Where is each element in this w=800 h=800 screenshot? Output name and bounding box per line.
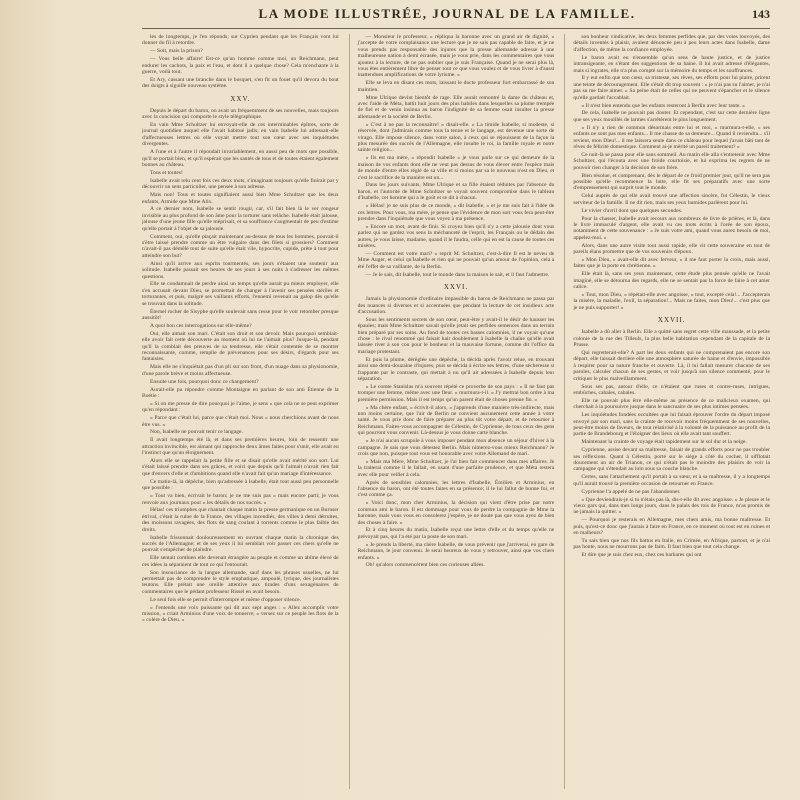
paragraph: Certes, sans l'attachement qu'il portait à sa sœur, et à sa maîtresse, il y a longtemps qu'il aurait trouvé la première occasion de retourner en France. xyxy=(573,474,770,487)
paragraph: « Le comte Stanislas m'a souvent répété ce proverbe de son pays : « Il ne faut pas tromper une femme, même avec une fleur. » murmura-t-il. « J'y mettrai bon ordre à ma première permission. Mais il est temps qu'un parent était de choses prenne fin. » xyxy=(357,383,555,403)
paragraph: Tu sais bien que nos fils battus en Italie, en Crimée, en Afrique, partout, et je n'ai pas honte, nous ne mourrons pas de faim. Il faut bien que tout cela change. xyxy=(573,537,770,551)
paragraph: « Je prends la liberté, ma chère Isabelle, de vous prévenir que j'arriverai, en gare de Reichmann, le jour convenu. Je serai heureux de vous y retrouver, ainsi que vos chers enfants. » xyxy=(357,541,555,561)
paragraph: « Si on me presse de dire pourquoi je l'aime, je sens « que cela ne se peut exprimer qu'en répondant : xyxy=(142,400,339,414)
paragraph: Sous les sentiments secrets de son cœur, peut-être y avait-il le désir de hausser les épaules; mais Mme Schultzer savait qu'elle jetait ses perfides semences dans un terrain bien préparé par ses soins. Au fond de toutes ces basses calomnies, il ne voyait qu'une chose : le rival renommé qui faisait hair doublement à Isabelle la chaîne qu'elle avait laissée river à son cou pour le bonheur et la mauvaise fortune, comme dit l'office du mariage protestant. xyxy=(357,316,555,355)
paragraph: « Il n'est bien entendu que les enfants resteront à Berlin avec leur tante. » xyxy=(581,102,745,109)
paragraph: « Tout, mon Dieu, » répétait-elle avec angoisse, « tout, excepté cela!... J'accepterais la misère, la maladie, l'exil, la séparation!... Mais ne faites, mon Dieu!... c'est plus que je ne puis supporter! » xyxy=(573,292,770,311)
column-2 xyxy=(349,34,555,789)
paragraph: Non, Isabelle ne pouvait tenir ce langage. xyxy=(150,429,243,436)
paragraph: Celui auprès de qui elle avait trouvé une affection sincère, fut Célestin, le vieux serviteur de la famille. Il ne dit rien, mais ses yeux humides parlèrent pour lui. xyxy=(573,193,770,206)
paragraph: Mais non! Tous et toutes signifiaient aussi bien Mme Schultzer que les deux enfants, Armide que Mme Alix. xyxy=(142,192,339,205)
paragraph: En vain Mme Schultzer lui envoyait-elle de ces interminables épîtres, sorte de journal quotidien auquel elle l'avait habitué jadis; en vain Isabelle lui adressait-elle d'affectueuses lettres où elle voyait mettre tout son cœur avec ses inquiétudes divergentes. xyxy=(142,122,339,148)
paragraph: Mais elle ne s'inquiétait pas d'un pli sur son front, d'un nuage dans sa physionomie, d'une parole brève et moins affectueuse. xyxy=(142,364,339,377)
paragraph: Après de sensibles calomnies, les lettres d'Isabelle, Émilien et Arminius, en l'absence du baron, ont été toutes faites en sa présence; il le lui fallut de bonne foi, et c'est comme ça. xyxy=(357,479,555,499)
paragraph: Elle sentait combien elle devenait étrangère au peuple et comme un abîme élevé de ces idées la séparaient de tout ce qui l'entourait. xyxy=(142,555,339,568)
paragraph: Et à cinq heures du matin, Isabelle reçut une lettre d'elle et du temps qu'elle ne prévoyait pas, qui l'a été par la poste de son mari. xyxy=(357,527,555,540)
paragraph: « Voici donc, mon cher Arminius, la décision qui vient d'être prise par notre commun ami le baron. Il est dommage pour vous de perdre la compagnie de Mme la baronne, mais vous vous en consolerez j'espère, je ne doute pas que vous ayez de bien des choses à faire. » xyxy=(357,500,555,526)
paragraph: Ce matin-là, la dépêche, bien qu'adressée à Isabelle, était tout aussi peu personnelle que possible : xyxy=(142,478,339,492)
paragraph: « Parce que c'était lui, parce que c'était moi. Nous « nous cherchions avant de nous être vus. » xyxy=(142,415,339,428)
paragraph: Isabelle a dû aller à Berlin. Elle a quitté sans regret cette ville maussade, et la petite colonie de la rue des Tilleuls, la plus belle habitation cependant de la capitale de la Prusse. xyxy=(573,329,770,349)
paragraph: Son insouciance de la langue allemande, sauf dans les phrases usuelles, ne lui permettait pas de comprendre le style emphatique, ampoulé, lyrique, des journalistes teutons. Elle prétait une oreille attentive aux tirades d'uns sexagénaires de commentaires que le pédant professeur Rissel en avait besoin. xyxy=(142,569,339,595)
paragraph: Et dire que je suis chez eux, chez ces barbares qui ont xyxy=(581,552,702,559)
paragraph: « Mon Dieu, » avait-elle dit avec ferveur, « il me faut porter la croix, mais aussi, faites que je la porte en chrétienne. » xyxy=(573,257,770,270)
page-number: 143 xyxy=(752,7,770,21)
paragraph: A quoi bon ces interrogations sur elle-même? xyxy=(150,322,252,329)
paragraph: Dans les jours suivants, Mme Ulrique et sa fille étaient réduites par l'absence du baron, et l'autorité de Mme Schultzer se voyait souvent compromise dans le tableau d'Isabelle, cet homme qui a le goût et se dit à chacun. xyxy=(357,182,555,202)
page-header xyxy=(142,6,770,29)
paragraph: son bonheur vindicative, les deux femmes perfides que, par des voies louvoyés, des détails inventés à plaisir, avaient dénoncée peu à peu leurs actes dans Isabelle, dame d'affection, de même la confiance employée. xyxy=(573,34,770,53)
paragraph: Le vivier d'avril dont que quelques secondes. xyxy=(581,207,683,214)
paragraph: « Que deviendrais-je si tu n'étais pas là, dis-t-elle dit avec angoisse. « Je pleure et le vieux gars qui, dans mes longs jours, dans le palais des rois de France, m'as promis de ne jamais la quitter. » xyxy=(573,496,770,516)
paragraph: Alors elle se rappelait la petite fille et se disait qu'elle avait mérité son sort. Lui s'était laissé prendre dans ses grâces, et voici que depuis qu'il l'aimait n'avait rien fait que d'envers d'elle et d'ambitions quand elle n'avait fait qu'un mariage d'intéressance. xyxy=(142,458,339,477)
paragraph: Bien résolue, et comprenant, dès le départ de ce froid premier jour, qu'il ne sera pas possible qu'elle recommence la lutte, elle fit ses préparatifs avec une sorte d'empressement qui surprit tout le monde. xyxy=(573,172,770,192)
paragraph: Aurait-elle pu répondre comme Montaigne en parlant de son ami Étienne de la Boétie : xyxy=(142,386,339,399)
paragraph: Isabelle avait relu cent fois ces deux mots, s'imaginant toujours qu'elle finirait par y découvrir un sens particulier, une pensée à son adresse. xyxy=(142,177,339,191)
paragraph: Jamais la physionomie d'ordinaire impassible du baron de Reichmann ne passa par des nuances si diverses et si accentuées que pendant la lecture de cet insidieux acte d'accusation. xyxy=(357,296,555,315)
paragraph: Ce nuit-là se passa pour elle sans sommeil. Au matin elle alla s'entretenir avec Mme Schultzer, qui l'écouta avec une froide courtoisie, et lui exprima les regrets de ne pouvoir rien changer à la décision de son frère. xyxy=(573,151,770,171)
paragraph: A ce dernier nom, Isabelle se sentit rougir, car, s'il fait bien là le ver rongeur invisible au plus profond de son âme pour la torturer sans relâche. Isabelle était jalouse, jalouse d'une jeune fille qu'elle méprisait, et sa souffrance s'augmentait de peu d'estime qu'elle portait à l'objet de sa jalousie. xyxy=(142,206,339,232)
paragraph: Mme Ulrique devint bientôt de rage. Elle aurait remontré la dame du château et, avec l'aide de Méta, battit huit jours des plus habiles dans lesquelles sa plume trempée de fiel et de venin insinua au baron l'indignité de sa femme osait insulter la presse allemande et la société de Berlin. xyxy=(357,94,555,120)
paragraph: Elle était là, sans ses yeux maintenant, cette étude plus pensée qu'elle ne l'avait imaginé, elle se détourna des regards, elle ne se sentait pas la force de faire à cet amer calice. xyxy=(573,271,770,291)
paragraph: Les inquiétudes fondées occultées que lui faisait éprouver l'ordre du départ imposé envoyé par son mari, sans la crainte de recevoir moins fréquemment de ses nouvelles, peut-être moins de faveurs, de tout relativisé à la volonté de la puissance au profit de la partie de Brandebourg et l'éloigner des lieux où elle avait tant souffert. xyxy=(573,412,770,438)
paragraph: Cyprienne l'a appelé de ne pas l'abandonner. xyxy=(581,488,681,495)
paragraph: « C'est à ne pas la reconnaître! » disait-elle. « La timide Isabelle, si modeste, si réservée, dont j'admirais comme tous la tenue et le langage, est devenue une sorte de virago. Elle impose silence, dans votre salon, à ceux qui se réjouissent de la façon la plus mesurée des succès de l'Allemagne, elle insulte le roi, la famille royale et notre sainte religion... xyxy=(357,121,555,154)
paragraph: Qui regretterait-elle? A part les deux enfants qui ne comprenaient pas encore son départ, elle laissait derrière elle une atmosphère saturée de haine et d'envie, impossible à respirer pour sa nature franche et ouverte. Là, il lui fallait mesurer chacune de ses paroles, calculer chacun de ses gestes, et voir jusqu'à son silence commenté, pour le critiquer le plus malveillamment. xyxy=(573,349,770,382)
paragraph: Ensuite une fois, pourquoi donc ce changement? xyxy=(150,378,259,385)
paragraph: Tous et toutes! xyxy=(150,169,183,176)
paragraph: — Pourquoi je resterais en Allemagne, mes chers amis, ma bonne maîtresse. Et puis, qu'est-ce donc que j'aurais à faire en France, en ce moment où tout est en ruines et en malheurs? xyxy=(573,517,770,537)
paragraph: Il y eut enfin que son cœur, sa tristesse, ses rêves, ses efforts pour lui plaire, prirent une teinte de découragement. Elle s'était dit trop souvent : « je n'ai pas su l'aimer, je n'ai pas su me faire aimer. » Sa peine était de celles qui ne peuvent s'épancher et le silence qu'elle gardait l'accablait. xyxy=(573,75,770,101)
paragraph: Éternel rocher de Sisyphe qu'elle soulevait sans cesse pour le voir retomber presque aussitôt! xyxy=(142,308,339,321)
paragraph: « Ils est ma mère, » répondit Isabelle « je vous parle sur ce qui demeure de la maison de vos enfants dont elle ne veut pas dessus de vous élever entre l'espèce mais de monde d'entre elles réglé de sa ville et si moins par sa le nouveau n'est en Dieu, et c'est le sacrifice de la manière est un... xyxy=(357,155,555,181)
paragraph: Maintenant la crainte de voyage était rapidement sur le sol dur et la neige. xyxy=(581,439,747,446)
paragraph: A l'une et à l'autre il répondait invariablement, en aussi peu de mots que possible, qu'il se portait bien, et qu'il espérait que les santés de tous et de toutes étaient également bonnes au château. xyxy=(142,149,339,168)
paragraph: les de longtemps, je l'en réponds; sur Cyprien pendant que les Français vont lui donner du fil à retordre. xyxy=(142,34,339,47)
journal-title: LA MODE ILLUSTRÉE, JOURNAL DE LA FAMILLE. xyxy=(258,6,636,21)
paragraph: « Encore un mot, avant de finir. Si croyez bien qu'il n'y a cette jalousie dont vous parlez qui ne gardez vos sens la méchanceté de l'esprit, les Français ou le dédain des autres, je vous laisse, madame, quand il le faudra, celle qui en est la cause de toutes ces misères. xyxy=(357,223,555,250)
paragraph: Hélas! ces triomphes que chantait chaque matin la presse germanique en un Burnser étrival, c'était la ruine de la France, des villages incendiés, des villes à demi détruites, des moissons ravagées, des flots de sang coulant à torrents comme le plus faible des droits. xyxy=(142,507,339,533)
paragraph: « Mais ma Mère, Mme Schultzer, je l'ai bien fait commencer dans mes affaires. Je la traiterai comme il le fallait, en usant d'une parfaite prudence, et que Méta restera avec elle pour veiller à cela. xyxy=(357,458,555,478)
paragraph: Le baron avait eu n'ensemble qu'un sens de haute justice, et de justice intransigeante, en s'étant des suggestions de sa haine. Il lui avait adressé d'élégantes, mais si ingrates, elle n'a plus compté sur la mémoire du temps et les souffrances. xyxy=(573,54,770,74)
column-1 xyxy=(142,34,339,789)
paragraph: — Monsieur le professeur, » répliqua la baronne avec un grand air de dignité, « j'accepte de votre complaisance une lecture que je ne sais pas capable de faire, et je ne vous prends pas responsable des injures que la presse allemande adresse à une malheureuse nation à demi écrasée, mais je vous prie, dans les commentaires que vous ajoutez à la lecture, de ne pas oublier que je suis Française. Quand je ne serai plus là, vous êtes entièrement libre de penser tout ce que vous voulez et de vous livrer à d'aussi inattendues amplifications de votre lyrisme. » xyxy=(357,34,555,79)
chapter-heading: XXV. xyxy=(230,94,251,103)
paragraph: Alors, dans une autre visite tout aussi rapide, elle vit cette souveraine en tout de pareils élans promettre que de vos souvenirs d'époux. xyxy=(573,242,770,256)
text-columns xyxy=(142,34,770,789)
paragraph: — Je le sais, dit Isabelle, tout le monde dans la maison le sait, et il faut l'admettre. xyxy=(365,271,550,278)
paragraph: Le seul fois elle se permit d'interrompre et même d'opposer silence. xyxy=(150,596,301,603)
paragraph: « Tout va bien, écrivait le baron; je ne me suis pas « mais encore parti; je vous renvoie aux journaux pour « les détails de nos succès. » xyxy=(142,493,339,506)
paragraph: Elle se leva en disant ces mots, laissant le docte professeur fort embarrassé de son maintien. xyxy=(357,80,555,93)
paragraph: Oui, elle aimait son mari. C'était son droit et son devoir. Mais pourquoi semblait-elle avoir fait cette découverte au moment où lui ne l'aimait plus? Jusque-là, pendant qu'il la comblait des preuves de sa tendresse, elle s'était contentée de se montrer reconnaissante, comme, remplie de prévenances pour ses désirs, d'égards pour ses fantaisies. xyxy=(142,330,339,363)
paragraph: Et puis la plume, dérêglée une dépêche, la décida après l'avoir relue, en trouvant ainsi une demi-douzaine d'injures, puis se décida à écrire ses lettres, d'une sécheresse si frappante par le contraste, qui mettait à nu qu'il ait adressées à Isabelle depuis leur séparation. xyxy=(357,356,555,382)
column-3 xyxy=(564,34,770,789)
paragraph: Isabelle frissonnait douloureusement en ouvrant chaque matin la chronique des succès de l'Allemagne; et de ses yeux il lui semblait voir passer ces chers qu'elle ne pouvait s'empêcher de plaindre. xyxy=(142,534,339,554)
chapter-heading: XXVII. xyxy=(657,316,686,325)
paragraph: Sous ses pas, autour d'elle, ce n'étaient que ruses et contre-ruses, intrigues, embûches, cabales, cabales. xyxy=(573,383,770,396)
paragraph: De cela, Isabelle ne pouvait pas douter. Et cependant, c'est sur cette dernière ligne que ses yeux mouillés de larmes s'arrêtèrent le plus longuement. xyxy=(573,110,770,123)
paragraph: — Vous belle affaire! Est-ce qu'un homme comme moi, un Reichmann, peut endurer les cachots, la paix et l'eau, et dont il a quelque chose? Cela m'enchante à la guerre, voilà tout. xyxy=(142,56,339,76)
paragraph: Elle ne pouvait plus être elle-même au présence de ce malicieux examen, qui cherchait à la poursuivre jusque dans le sanctuaire de ses plus intimes pensées. xyxy=(573,397,770,411)
paragraph: « Ma chère enfant, » écrivit-il alors, « j'apprends d'une manière très-indirecte, mais non moins certaine, que l'air de Berlin ne convient aucunement cette année à votre santé. Je vous prie donc de faire préparer au plus tôt votre départ, et de retourner à Reichmann. Faites-vous accompagner de Célestin, de Cyprienne, de tous ceux des gens qui pourront vous convenir. Là-dessus je vous donne carte blanche. xyxy=(357,404,555,437)
paragraph: « Il n'y a rien de commun désormais entre lui et moi, » murmura-t-elle, « ses enfants ne sont pas mes enfants... Il me chasse de sa demeure... Quand il reviendra... s'il revient, mon Dieu!... il me laissera seule dans ce château pour lequel j'avais bâti tant de rêves de félicité domestique. Comment ai-je mérité un pareil traitement? » xyxy=(573,124,770,150)
paragraph: Pour la chasser, Isabelle avait recours aux nombreux de livre de prières, et là, dans le livre immaculé d'argent, elle avait vu ces mots écrits à l'orée de son époux, notamment de cette souvenance : « Je suis votre ami, quand vous aurez besoin de moi, appelez-moi. » xyxy=(573,215,770,241)
paragraph: Et Ary, cassant une branche dans le bosquet, s'en fit un fouet qu'il devora du bout des doigts à siguille nouveau système. xyxy=(142,76,339,90)
paragraph: Ainsi qu'il arrive aux esprits tourmentés, ses jours s'étaient une soutenir aux solitude. Isabelle passait ses heures de ses jours à ses nuits à s'adresser les mêmes questions. xyxy=(142,260,339,280)
paragraph: Cyprienne, assise devant sa maîtresse, faisait de grands efforts pour ne pas troubler ses réflexions. Quant à Célestin, porté sur le siège à côté du cocher, il sifflotait doucement un air de Trianon, ce qui n'était pas le moindre des plaisirs de voir la campagne qui s'étendait au loin sous sa couche blanche. xyxy=(573,447,770,473)
paragraph: Elle se condamnait de perdre ainsi un temps qu'elle aurait pu mieux employer, elle s'en accusait devant Dieu, se promettait de changer à l'avenir ses pensées stériles et torturantes, et puis, malgré ses vaillants efforts, l'ennemi revenait au galop dès qu'elle se trouvait dans la solitude. xyxy=(142,281,339,307)
chapter-heading: XXVI. xyxy=(443,283,469,292)
paragraph: « J'entends une voix puissante qui dit aux sept anges : « Allez accomplir votre mission, » criait Arminius d'une voix de tonnerre; « versez sur ce peuple les flots de la « colère de Dieu. » xyxy=(142,604,339,624)
paragraph: — Comment est votre mari? » reprit M. Schultzer, c'est-à-dire Il est le neveu de Mme Auger, et celui qu'Isabelle et rien qui ne pouvait qu'un amour de l'opinion, cela a été l'effet de sa vaillante, de la Berlin. xyxy=(357,251,555,270)
paragraph: « Hélas! je ne suis plus de ce monde, » dit Isabelle, « et je me suis fait à l'idée de ces lettres. Pour vous, ma mère, je pense que l'évidence de mon sort vous fera peut-être prendre dans l'inquiétude que vous voyez à ma présence. xyxy=(357,203,555,222)
paragraph: Oh! qu'alors commencèrent bien ces curieuses allées. xyxy=(365,562,485,569)
paragraph: « Je n'ai aucun scrupule à vous imposer pendant mon absence un séjour d'hiver à la campagne. Je sais que vous détestez Berlin. Mais nimerez-vous mieux Reichmann? Je crois que non, puisque tout vous est honorable avec votre Allemand de mari. xyxy=(357,438,555,457)
paragraph: — Soit, mais la prison? xyxy=(150,48,203,55)
paragraph: Depuis le départ du baron, on avait un fréquemment de ses nouvelles, mais toujours avec la concision qui comporte le style télégraphique. xyxy=(142,107,339,121)
paragraph: Comment, oui, qu'elle plaçait maintenant au-dessus de tous les hommes, pouvait-il s'être laissé prendre comme un être vulgaire dans des filets si grossiers? Comment n'avait-il pas démêlé tout de suite qu'elle était vile, hypocrite, cupide, prête à tout pour atteindre son but? xyxy=(142,233,339,259)
paragraph: Il avait longtemps été là, et dans ses premières heures, loin de ressentir une attraction invincible, est aimant qui rapproche deux âmes faites pour s'unir, elle avait eu l'instinct que qu'un éloignement. xyxy=(142,437,339,457)
